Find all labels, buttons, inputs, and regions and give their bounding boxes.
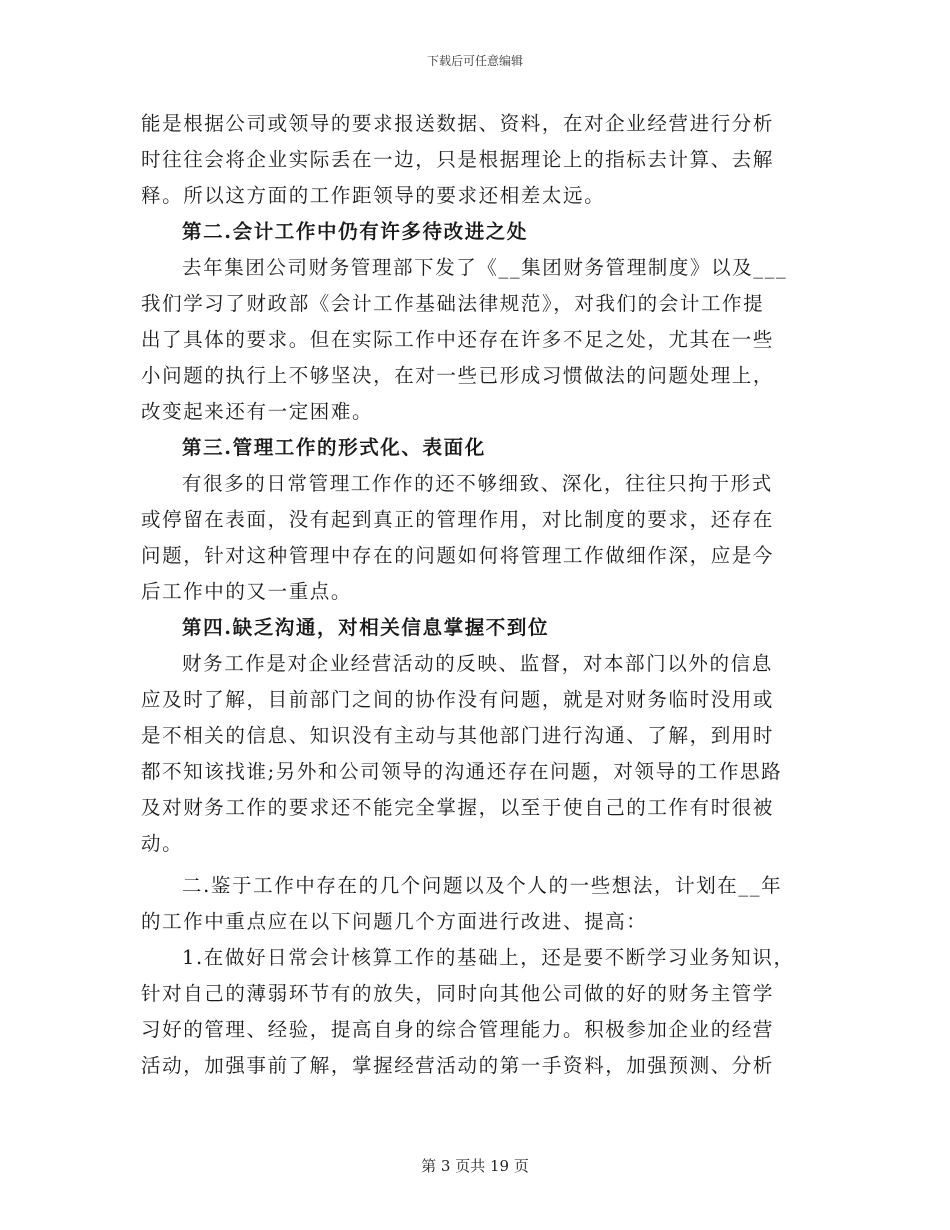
paragraph-5 [141,868,809,940]
text-line: 习好的管理、经验，提高自身的综合管理能力。积极参加企业的经营 [141,1018,775,1041]
text-line: 二.鉴于工作中存在的几个问题以及个人的一些想法，计划在__年 [182,874,783,897]
page-header: 下载后可任意编辑 [426,54,523,68]
page-number: 第 3 页共 19 页 [421,1157,529,1175]
text-line: 的工作中重点应在以下问题几个方面进行改进、提高： [141,910,648,933]
text-line: 出了具体的要求。但在实际工作中还存在许多不足之处，尤其在一些 [141,328,775,351]
text-line: 问题，针对这种管理中存在的问题如何将管理工作做细作深，应是今 [141,544,775,567]
text-line: 都不知该找谁;另外和公司领导的沟通还存在问题，对领导的工作思路 [141,760,783,783]
text-line: 应及时了解，目前部门之间的协作没有问题，就是对财务临时没用或 [141,688,775,711]
text-line: 有很多的日常管理工作作的还不够细致、深化，往往只拘于形式 [182,472,773,495]
section-heading-2: 第二.会计工作中仍有许多待改进之处 [182,220,528,243]
paragraph-3 [141,466,809,610]
text-line: 释。所以这方面的工作距领导的要求还相差太远。 [141,184,606,207]
text-line: 小问题的执行上不够坚决，在对一些已形成习惯做法的问题处理上， [141,364,775,387]
text-line: 1.在做好日常会计核算工作的基础上，还是要不断学习业务知识， [182,946,795,969]
text-line: 我们学习了财政部《会计工作基础法律规范》，对我们的会计工作提 [141,292,765,315]
section-heading-4: 第四.缺乏沟通，对相关信息掌握不到位 [182,616,550,639]
text-line: 活动，加强事前了解，掌握经营活动的第一手资料，加强预测、分析 [141,1054,775,1077]
section-heading-3: 第三.管理工作的形式化、表面化 [182,436,486,459]
paragraph-4 [141,646,809,862]
paragraph-6 [141,940,809,1084]
text-line: 去年集团公司财务管理部下发了《__集团财务管理制度》以及___ [182,256,788,279]
text-line: 及对财务工作的要求还不能完全掌握，以至于使自己的工作有时很被 [141,796,775,819]
text-line: 财务工作是对企业经营活动的反映、监督，对本部门以外的信息 [182,652,773,675]
paragraph-1 [141,106,809,214]
text-line: 是不相关的信息、知识没有主动与其他部门进行沟通、了解，到用时 [141,724,775,747]
text-line: 针对自己的薄弱环节有的放失，同时向其他公司做的好的财务主管学 [141,982,775,1005]
text-line: 改变起来还有一定困难。 [141,400,374,423]
paragraph-2 [141,250,809,430]
text-line: 能是根据公司或领导的要求报送数据、资料，在对企业经营进行分析 [141,112,775,135]
document-body [141,106,809,1084]
text-line: 后工作中的又一重点。 [141,580,353,603]
text-line: 时往往会将企业实际丢在一边，只是根据理论上的指标去计算、去解 [141,148,775,171]
text-line: 动。 [141,832,184,855]
text-line: 或停留在表面，没有起到真正的管理作用，对比制度的要求，还存在 [141,508,775,531]
